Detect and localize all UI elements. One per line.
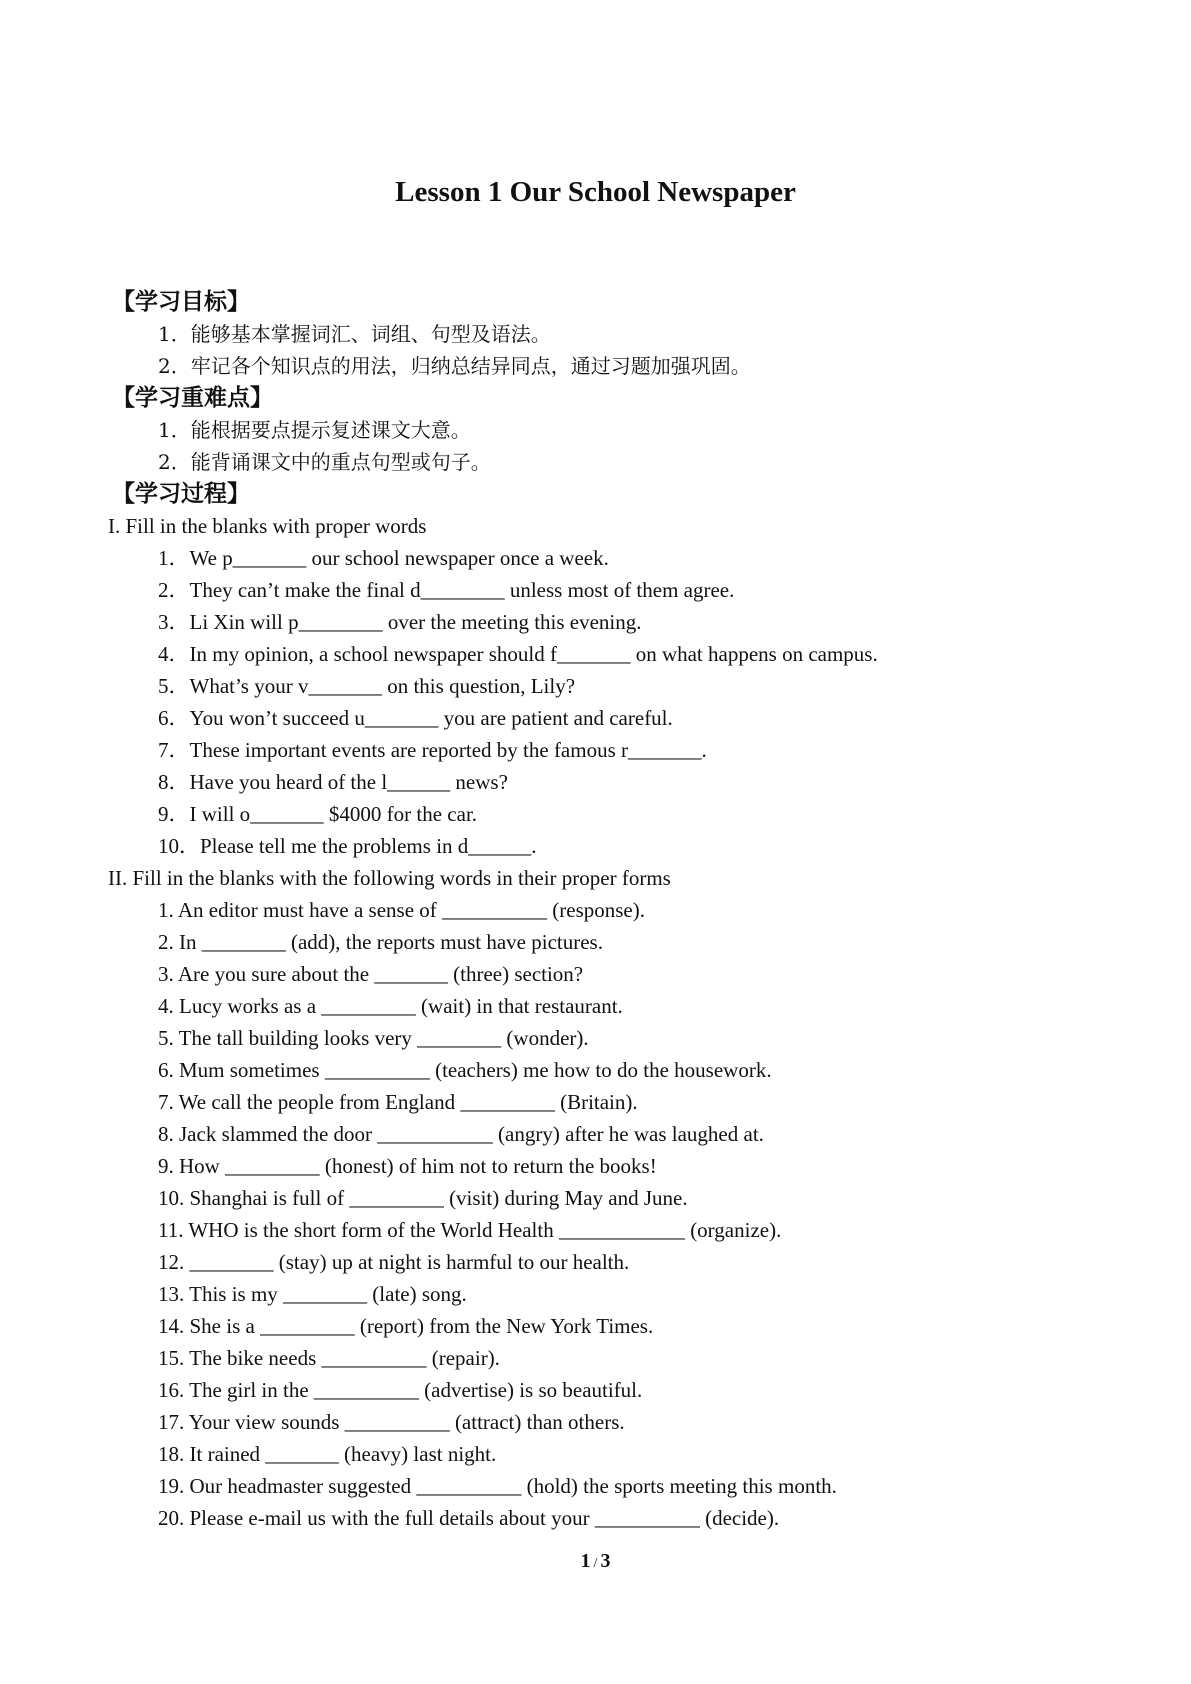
page-current: 1 [580,1550,591,1572]
exercise-2-item: 18. It rained _______ (heavy) last night. [158,1442,497,1466]
exercise-2-item: 7. We call the people from England _________ (Britain). [158,1090,638,1114]
exercise-1-item: 4．In my opinion, a school newspaper should f_______ on what happens on campus. [158,642,878,666]
section-2-heading: II. Fill in the blanks with the following words in their proper forms [108,866,671,890]
key-point-item: 2．能背诵课文中的重点句型或句子。 [158,450,491,474]
objective-item: 2．牢记各个知识点的用法，归纳总结异同点，通过习题加强巩固。 [158,354,751,378]
exercise-2-item: 16. The girl in the __________ (advertise) is so beautiful. [158,1378,643,1402]
exercise-2-item: 17. Your view sounds __________ (attract) than others. [158,1410,625,1434]
page-number [0,1547,1191,1578]
exercise-2-item: 4. Lucy works as a _________ (wait) in that restaurant. [158,994,623,1018]
exercise-2-item: 6. Mum sometimes __________ (teachers) me how to do the housework. [158,1058,772,1082]
objectives-heading: 【学习目标】 [112,289,250,315]
exercise-2-item: 5. The tall building looks very ________ (wonder). [158,1026,589,1050]
exercise-1-item: 9．I will o_______ $4000 for the car. [158,802,478,826]
exercise-2-item: 3. Are you sure about the _______ (three) section? [158,962,584,986]
exercise-2-item: 2. In ________ (add), the reports must have pictures. [158,930,603,954]
key-points-heading: 【学习重难点】 [112,385,273,411]
exercise-1-item: 5．What’s your v_______ on this question, Lily? [158,674,576,698]
exercise-1-item: 10．Please tell me the problems in d______. [158,834,537,858]
exercise-2-item: 1. An editor must have a sense of __________ (response). [158,898,645,922]
exercise-1-item: 7．These important events are reported by the famous r_______. [158,738,707,762]
exercise-2-item: 20. Please e-mail us with the full details about your __________ (decide). [158,1506,780,1530]
exercise-2-item: 14. She is a _________ (report) from the New York Times. [158,1314,654,1338]
exercise-2-item: 19. Our headmaster suggested __________ (hold) the sports meeting this month. [158,1474,837,1498]
exercise-1-item: 2．They can’t make the final d________ unless most of them agree. [158,578,735,602]
exercise-1-item: 6．You won’t succeed u_______ you are patient and careful. [158,706,673,730]
exercise-2-item: 9. How _________ (honest) of him not to return the books! [158,1154,657,1178]
exercise-1-item: 1．We p_______ our school newspaper once a week. [158,546,609,570]
exercise-2-item: 11. WHO is the short form of the World Health ____________ (organize). [158,1218,782,1242]
page-title: Lesson 1 Our School Newspaper [395,176,796,208]
section-1-heading: I. Fill in the blanks with proper words [108,514,427,538]
page-total: 3 [600,1550,611,1572]
exercise-1-item: 8．Have you heard of the l______ news? [158,770,508,794]
key-point-item: 1．能根据要点提示复述课文大意。 [158,418,471,442]
document-body [108,286,1108,1534]
exercise-2-item: 12. ________ (stay) up at night is harmful to our health. [158,1250,630,1274]
exercise-2-item: 13. This is my ________ (late) song. [158,1282,467,1306]
page-separator: / [593,1556,598,1571]
exercise-2-item: 15. The bike needs __________ (repair). [158,1346,500,1370]
exercise-1-item: 3．Li Xin will p________ over the meeting this evening. [158,610,642,634]
exercise-2-item: 10. Shanghai is full of _________ (visit) during May and June. [158,1186,688,1210]
process-heading: 【学习过程】 [112,481,250,507]
objective-item: 1．能够基本掌握词汇、词组、句型及语法。 [158,322,551,346]
exercise-2-item: 8. Jack slammed the door ___________ (angry) after he was laughed at. [158,1122,764,1146]
